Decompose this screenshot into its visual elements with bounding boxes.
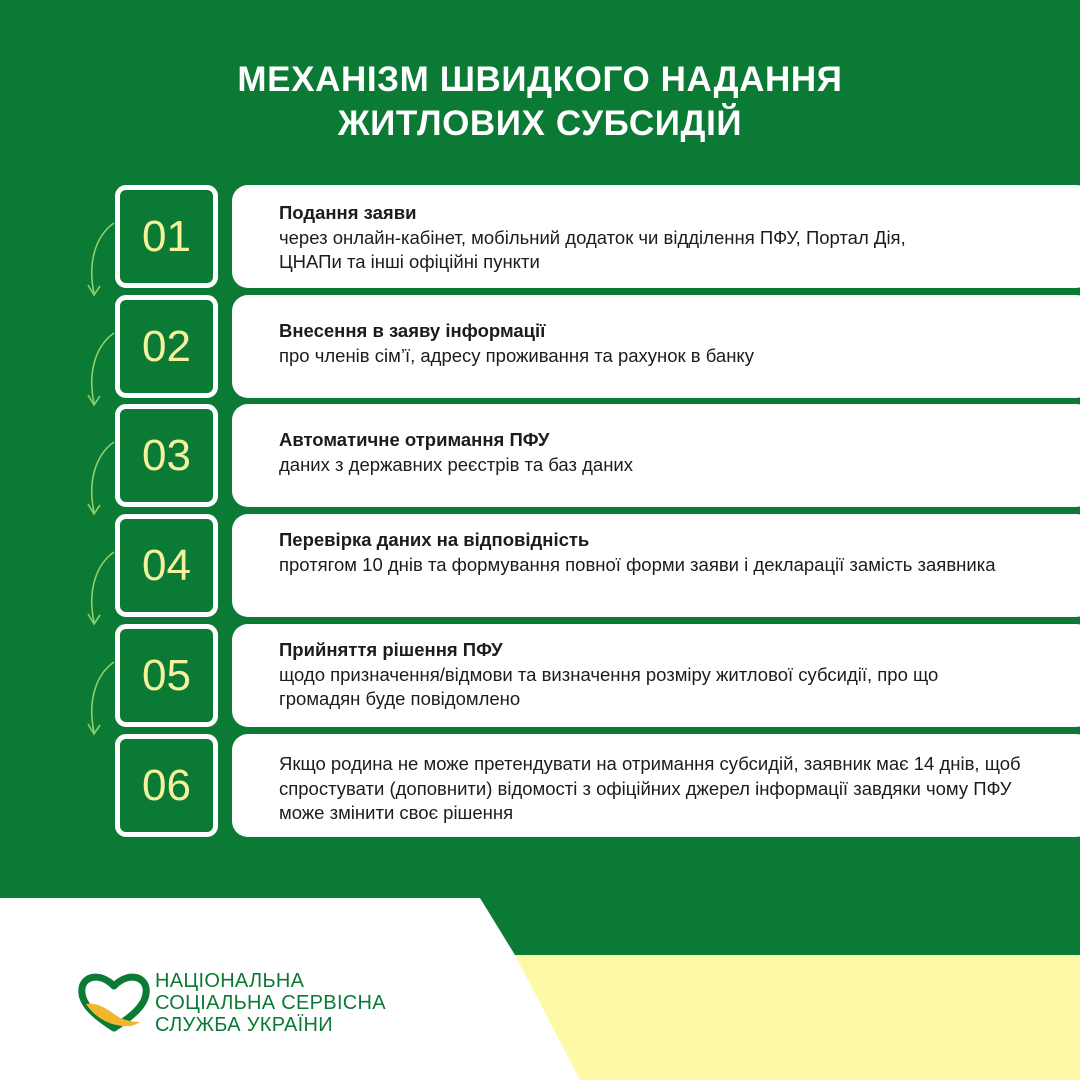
org-name-line-2: СОЦІАЛЬНА СЕРВІСНА xyxy=(155,992,386,1014)
step-body-3: даних з державних реєстрів та баз даних xyxy=(279,453,634,475)
step-heading-1: Подання заяви xyxy=(279,202,417,223)
step-body-4: протягом 10 днів та формування повної форми заяви і декларації замість заявника xyxy=(279,553,996,575)
step-body-5: щодо призначення/відмови та визначення розміру житлової субсидії, про що громадян буде повідомлено xyxy=(279,663,939,709)
step-text-1 xyxy=(279,201,1059,275)
curved-arrow-icon xyxy=(80,544,120,634)
curved-arrow-icon xyxy=(80,215,120,305)
step-text-5 xyxy=(279,638,1059,712)
title-line-2: ЖИТЛОВИХ СУБСИДІЙ xyxy=(337,104,743,143)
step-text-4 xyxy=(279,528,1059,577)
step-body-2: про членів сім’ї, адресу проживання та рахунок в банку xyxy=(279,344,754,366)
step-body-6: Якщо родина не може претендувати на отримання субсидій, заявник має 14 днів, щоб спростувати (доповнити) відомості з офіційних джерел інформації завдяки чому ПФУ може змінити своє рішення xyxy=(279,753,1021,823)
step-heading-5: Прийняття рішення ПФУ xyxy=(279,639,503,660)
curved-arrow-icon xyxy=(80,654,120,744)
org-name-line-1: НАЦІОНАЛЬНА xyxy=(155,970,305,992)
curved-arrow-icon xyxy=(80,325,120,415)
heart-hands-logo-icon xyxy=(78,970,150,1034)
step-number-3: 03 xyxy=(115,404,218,507)
step-heading-4: Перевірка даних на відповідність xyxy=(279,529,590,550)
step-heading-2: Внесення в заяву інформації xyxy=(279,320,546,341)
title-line-1: МЕХАНІЗМ ШВИДКОГО НАДАННЯ xyxy=(237,60,843,99)
step-number-2: 02 xyxy=(115,295,218,398)
step-text-2 xyxy=(279,319,1059,368)
step-number-4: 04 xyxy=(115,514,218,617)
step-body-1: через онлайн-кабінет, мобільний додаток чи відділення ПФУ, Портал Дія, ЦНАПи та інші офіційні пункти xyxy=(279,226,906,272)
step-text-6 xyxy=(279,752,1059,826)
step-heading-3: Автоматичне отримання ПФУ xyxy=(279,429,550,450)
curved-arrow-icon xyxy=(80,434,120,524)
step-number-5: 05 xyxy=(115,624,218,727)
step-number-1: 01 xyxy=(115,185,218,288)
organization-name xyxy=(155,970,386,1036)
org-name-line-3: СЛУЖБА УКРАЇНИ xyxy=(155,1014,333,1036)
step-text-3 xyxy=(279,428,1059,477)
step-number-6: 06 xyxy=(115,734,218,837)
page-title xyxy=(0,58,1080,146)
